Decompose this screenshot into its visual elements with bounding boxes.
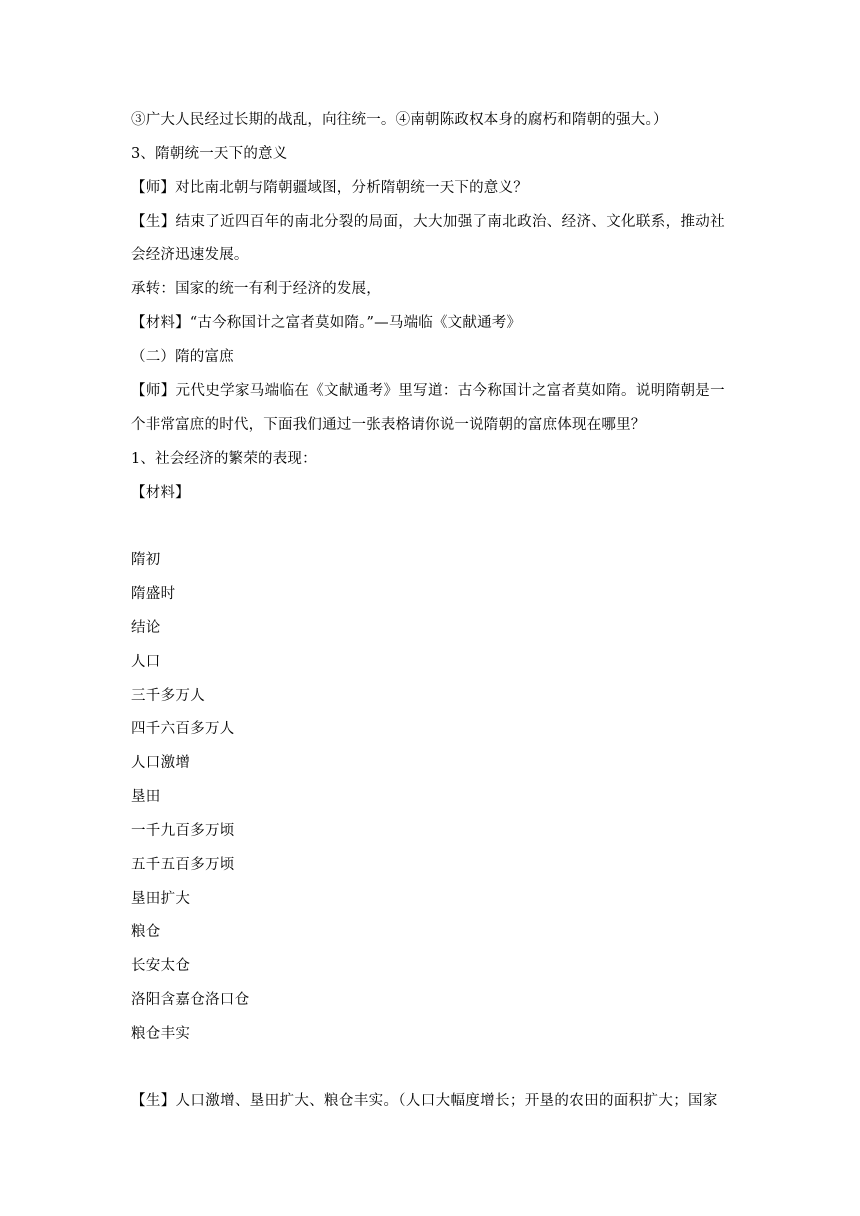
table-cell-population-early: 三千多万人 <box>131 688 205 704</box>
table-cell-farmland-peak: 五千五百多万顷 <box>131 857 235 873</box>
transition-text: 承转：国家的统一有利于经济的发展， <box>131 281 381 297</box>
table-header-conclusion: 结论 <box>131 620 161 636</box>
table-row-label-farmland: 垦田 <box>131 789 161 805</box>
table-header-peak-sui: 隋盛时 <box>131 586 176 602</box>
table-cell-farmland-early: 一千九百多万顷 <box>131 823 235 839</box>
table-cell-population-peak: 四千六百多万人 <box>131 721 235 737</box>
student-answer-line-1: 【生】结束了近四百年的南北分裂的局面，大大加强了南北政治、经济、文化联系，推动社 <box>131 214 725 230</box>
table-cell-population-conclusion: 人口激增 <box>131 755 191 771</box>
teacher-intro-line-1: 【师】元代史学家马端临在《文献通考》里写道：古今称国计之富者莫如隋。说明隋朝是一 <box>131 383 725 399</box>
teacher-question-significance: 【师】对比南北朝与隋朝疆域图，分析隋朝统一天下的意义？ <box>131 180 528 196</box>
table-cell-granary-peak: 洛阳含嘉仓洛口仓 <box>131 992 250 1008</box>
material-label: 【材料】 <box>131 485 190 501</box>
section-heading-prosperity: （二）隋的富庶 <box>131 349 234 365</box>
student-answer-line-2: 会经济迅速发展。 <box>131 247 249 263</box>
student-answer-prosperity: 【生】人口激增、垦田扩大、粮仓丰实。（人口大幅度增长；开垦的农田的面积扩大；国家 <box>131 1093 718 1109</box>
teacher-intro-line-2: 个非常富庶的时代，下面我们通过一张表格请你说一说隋朝的富庶体现在哪里？ <box>131 417 646 433</box>
table-header-early-sui: 隋初 <box>131 552 161 568</box>
table-cell-farmland-conclusion: 垦田扩大 <box>131 891 191 907</box>
section-heading-significance: 3、隋朝统一天下的意义 <box>131 146 288 162</box>
table-cell-granary-conclusion: 粮仓丰实 <box>131 1026 191 1042</box>
table-cell-granary-early: 长安太仓 <box>131 958 191 974</box>
paragraph-reasons-3-4: ③广大人民经过长期的战乱，向往统一。④南朝陈政权本身的腐朽和隋朝的强大。） <box>131 112 668 128</box>
material-quote: 【材料】“古今称国计之富者莫如隋。”—马端临《文献通考》 <box>131 315 522 331</box>
subheading-economic-prosperity: 1、社会经济的繁荣的表现： <box>131 451 317 467</box>
table-row-label-granary: 粮仓 <box>131 924 161 940</box>
table-row-label-population: 人口 <box>131 654 161 670</box>
